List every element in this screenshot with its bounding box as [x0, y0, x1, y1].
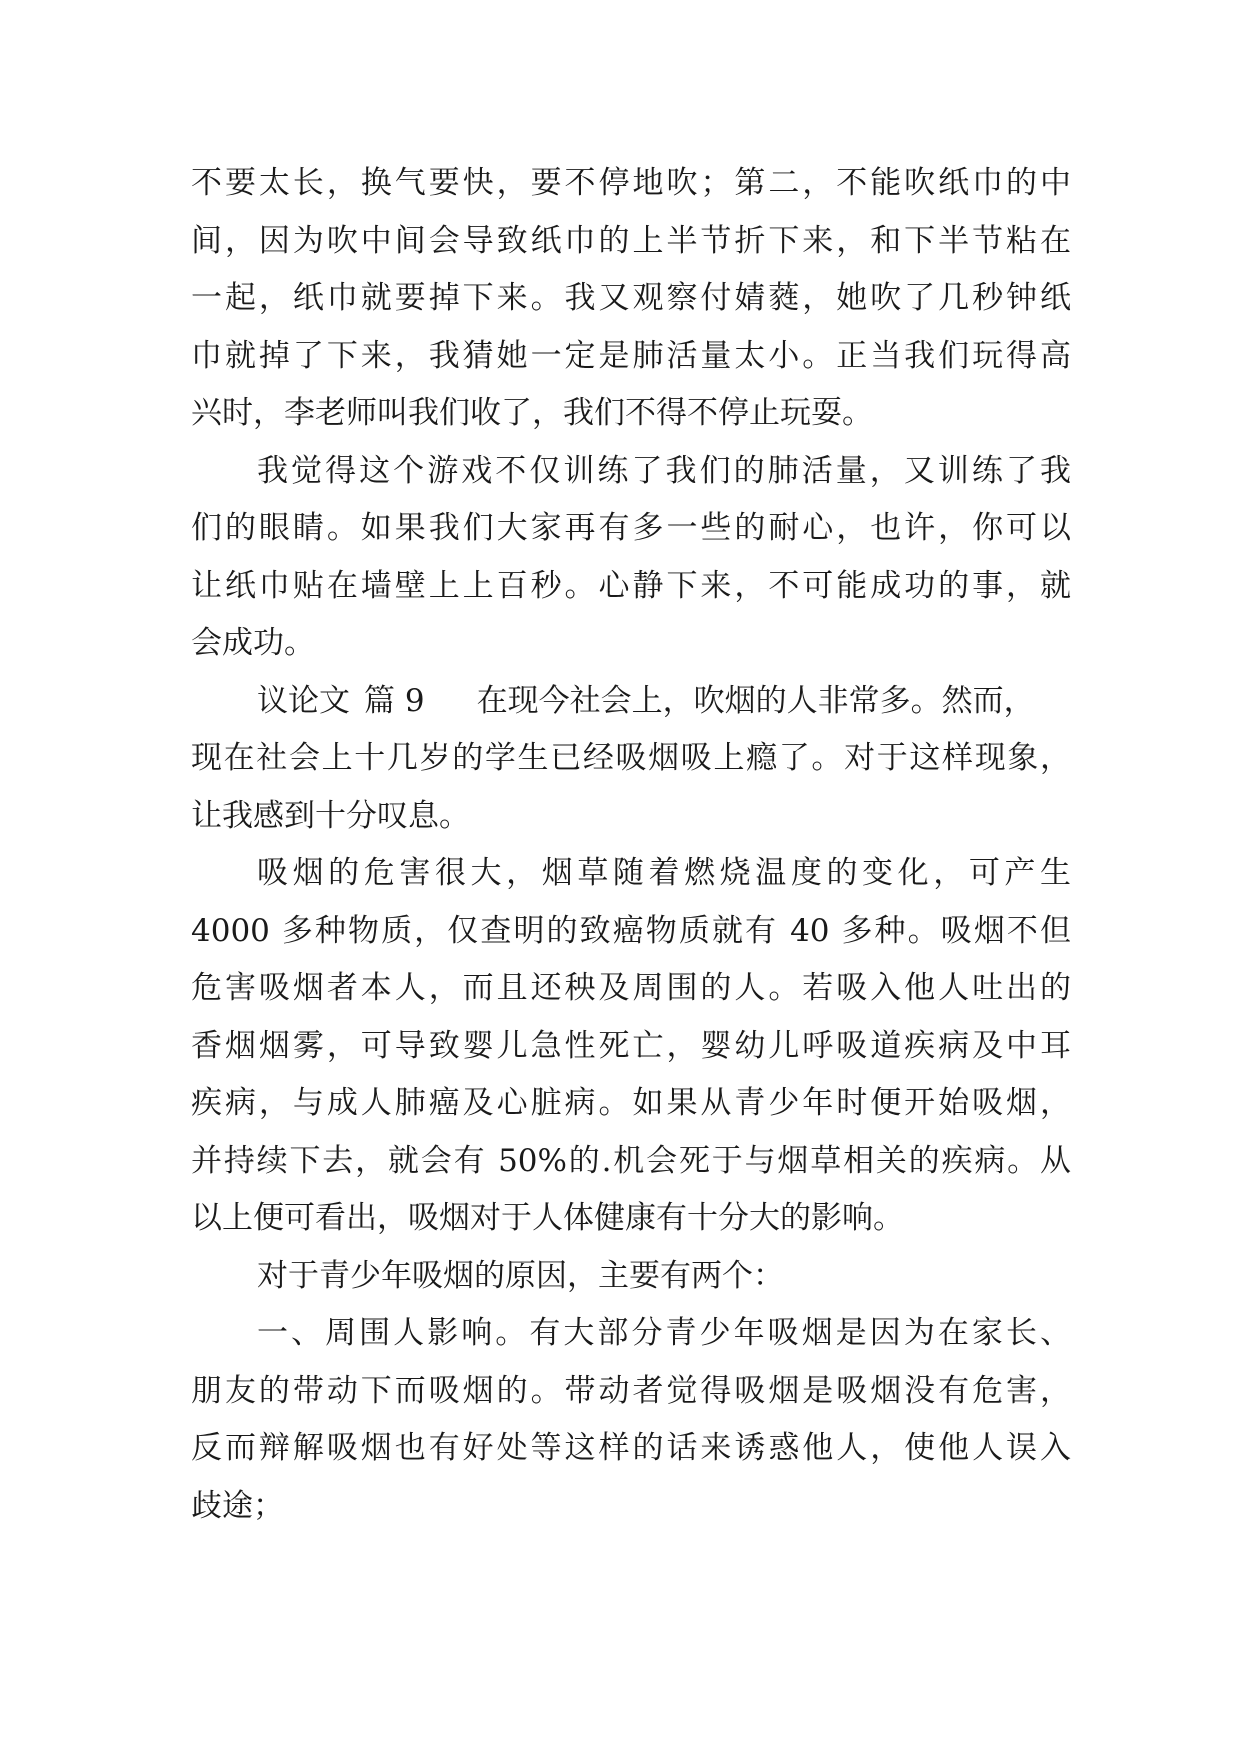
text-line: 4000 多种物质，仅查明的致癌物质就有 40 多种。吸烟不但 [191, 912, 1071, 949]
text-line: 兴时，李老师叫我们收了，我们不得不停止玩耍。 [191, 395, 873, 431]
text-line: 朋友的带动下而吸烟的。带动者觉得吸烟是吸烟没有危害， [191, 1372, 1071, 1409]
text-line: 危害吸烟者本人，而且还秧及周围的人。若吸入他人吐出的 [191, 970, 1071, 1006]
text-line: 让纸巾贴在墙壁上上百秒。心静下来，不可能成功的事，就 [191, 567, 1071, 604]
text-line: 香烟烟雾，可导致婴儿急性死亡，婴幼儿呼吸道疾病及中耳 [191, 1027, 1071, 1064]
text-line: 歧途； [191, 1487, 284, 1524]
text-line: 并持续下去，就会有 50%的.机会死于与烟草相关的疾病。从 [191, 1142, 1071, 1179]
text-line: 以上便可看出，吸烟对于人体健康有十分大的影响。 [191, 1200, 904, 1236]
body-text [191, 155, 1071, 1535]
text-line: 疾病，与成人肺癌及心脏病。如果从青少年时便开始吸烟， [191, 1085, 1071, 1121]
text-line: 一起，纸巾就要掉下来。我又观察付婧蕤，她吹了几秒钟纸 [191, 280, 1071, 316]
text-line: 巾就掉了下来，我猜她一定是肺活量太小。正当我们玩得高 [191, 337, 1071, 374]
text-line: 间，因为吹中间会导致纸巾的上半节折下来，和下半节粘在 [191, 222, 1071, 259]
text-line: 让我感到十分叹息。 [191, 797, 470, 834]
paragraph [191, 155, 1071, 443]
text-line: 会成功。 [191, 625, 315, 661]
text-line: 们的眼睛。如果我们大家再有多一些的耐心，也许，你可以 [191, 510, 1071, 546]
paragraph [191, 1305, 1071, 1535]
text-line: 现在社会上十几岁的学生已经吸烟吸上瘾了。对于这样现象， [191, 740, 1071, 776]
section-9 [191, 673, 1071, 846]
section-heading-label: 议论文 [257, 682, 350, 719]
paragraph [191, 443, 1071, 673]
section-heading-number: 篇 9 [364, 682, 425, 719]
paragraph [191, 845, 1071, 1248]
text-line: 在现今社会上，吹烟的人非常多。然而， [476, 682, 1035, 719]
text-line: 吸烟的危害很大，烟草随着燃烧温度的变化，可产生 [257, 855, 1071, 891]
paragraph [191, 1248, 1071, 1306]
text-line: 反而辩解吸烟也有好处等这样的话来诱惑他人，使他人误入 [191, 1430, 1071, 1466]
text-line: 不要太长，换气要快，要不停地吹；第二，不能吹纸巾的中 [191, 165, 1071, 201]
section-heading-line [191, 673, 1071, 731]
text-line: 对于青少年吸烟的原因，主要有两个： [257, 1257, 784, 1294]
text-line: 我觉得这个游戏不仅训练了我们的肺活量，又训练了我 [257, 452, 1071, 489]
text-line: 一、周围人影响。有大部分青少年吸烟是因为在家长、 [257, 1315, 1071, 1351]
